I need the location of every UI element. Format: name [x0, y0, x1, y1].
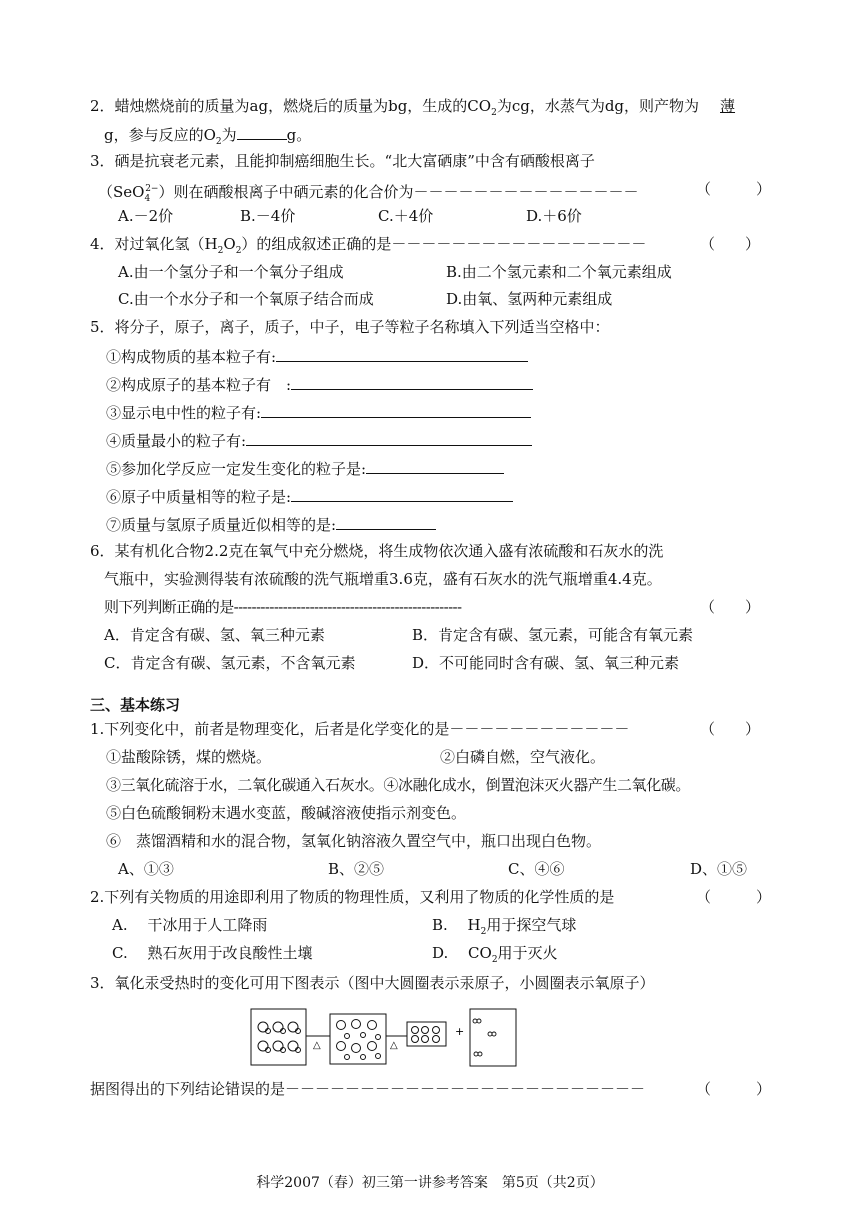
q5-blank-2 [291, 372, 533, 390]
q4-option-a: A.由一个氢分子和一个氧分子组成 [118, 263, 344, 281]
q6-option-c: C．肯定含有碳、氢元素，不含氧元素 [104, 654, 356, 672]
p3-line1: 3．氧化汞受热时的变化可用下图表示（图中大圆圈表示汞原子，小圆圈表示氧原子） [90, 974, 655, 992]
p2-option-a: A. 干冰用于人工降雨 [112, 916, 268, 934]
q6-option-d: D．不可能同时含有碳、氢、氧三种元素 [412, 654, 680, 672]
q5-blank-3 [261, 400, 531, 418]
oxygen-molecules [473, 1019, 496, 1056]
heat-symbol-2: △ [390, 1040, 398, 1051]
q5-item-2: ②构成原子的基本粒子有 : [106, 372, 533, 396]
p2-option-d: D. $CO_2$用于灭火 [432, 944, 558, 965]
q3-option-c: C.＋4价 [378, 207, 434, 225]
q4-option-d: D.由氧、氢两种元素组成 [446, 290, 613, 308]
q6-answer-paren: （ ） [700, 598, 761, 616]
q5-blank-6 [291, 484, 513, 502]
q4-option-c: C.由一个水分子和一个氧原子结合而成 [118, 290, 374, 308]
p2-option-b: B. $H_2$用于探空气球 [432, 916, 577, 937]
p3-answer-paren: （ ） [696, 1080, 772, 1098]
p2-line1: 2.下列有关物质的用途即利用了物质的物理性质，又利用了物质的化学性质的是 [90, 888, 615, 906]
page-footer: 科学2007（春）初三第一讲参考答案 第5页（共2页） [256, 1175, 604, 1191]
q5-blank-1 [276, 344, 528, 362]
p1-option-d: D、①⑤ [690, 860, 748, 878]
q4-line1: 4．对过氧化氢$(H_2O_2)$的组成叙述正确的是－－－－－－－－－－－－－－－－－ [90, 235, 647, 256]
q3-option-a: A.－2价 [118, 207, 174, 225]
q5-item-5: ⑤参加化学反应一定发生变化的粒子是: [106, 456, 504, 480]
heat-symbol-1: △ [313, 1040, 321, 1051]
q5-item-6: ⑥原子中质量相等的粒子是: [106, 484, 513, 508]
reactant-box [251, 1009, 306, 1065]
q4-answer-paren: （ ） [700, 235, 761, 253]
q5-intro: 5．将分子，原子，离子，质子，中子，电子等粒子名称填入下列适当空格中： [90, 318, 610, 336]
p1-item-1b: ②白磷自燃，空气液化。 [440, 748, 606, 766]
q2-blank1: 薄 [720, 97, 736, 115]
p1-answer-paren: （ ） [700, 720, 761, 738]
hgo-molecules [258, 1022, 301, 1053]
q5-blank-7 [336, 512, 436, 530]
q2-line1: 2．蜡烛燃烧前的质量为ag，燃烧后的质量为bg，生成的$CO_2$为cg，水蒸气为dg，则产物为 薄 [90, 97, 736, 118]
q2-blank2 [237, 122, 287, 140]
plus-sign: + [455, 1025, 465, 1038]
q6-option-b: B．肯定含有碳、氢元素，可能含有氧元素 [412, 626, 694, 644]
p1-option-a: A、①③ [118, 860, 174, 878]
oxygen-box [470, 1009, 516, 1066]
p2-option-c: C. 熟石灰用于改良酸性土壤 [112, 944, 313, 962]
q3-option-d: D.＋6价 [526, 207, 582, 225]
q3-line2: （SeO$_4^{2-}$）则在硒酸根离子中硒元素的化合价为－－－－－－－－－－－－－－－ [98, 183, 639, 204]
q3-option-b: B.－4价 [240, 207, 296, 225]
q6-line1: 6．某有机化合物2.2克在氧气中充分燃烧，将生成物依次通入盛有浓硫酸和石灰水的洗 [90, 542, 664, 560]
section-title: 三、基本练习 [90, 696, 181, 714]
q6-line3: 则下列判断正确的是--------------------------------------------------- [104, 598, 462, 616]
q5-item-4: ④质量最小的粒子有: [106, 428, 532, 452]
q2-line2: g，参与反应的$O_2$为 g。 [104, 122, 311, 153]
q5-item-7: ⑦质量与氢原子质量近似相等的是: [106, 512, 436, 536]
q5-blank-4 [246, 428, 532, 446]
mercury-atoms [412, 1027, 440, 1043]
mercury-oxide-reaction-diagram [250, 1008, 520, 1068]
p2-answer-paren: （ ） [696, 888, 772, 906]
q5-item-3: ③显示电中性的粒子有: [106, 400, 531, 424]
p1-option-c: C、④⑥ [508, 860, 565, 878]
p1-item-4: ⑥ 蒸馏酒精和水的混合物，氢氧化钠溶液久置空气中，瓶口出现白色物。 [106, 832, 602, 850]
q4-option-b: B.由二个氢元素和二个氧元素组成 [446, 263, 672, 281]
q5-blank-5 [366, 456, 504, 474]
q3-line1: 3．硒是抗衰老元素，且能抑制癌细胞生长。“北大富硒康”中含有硒酸根离子 [90, 152, 595, 170]
q3-answer-paren: （ ） [696, 180, 772, 198]
q6-option-a: A．肯定含有碳、氢、氧三种元素 [104, 626, 325, 644]
separated-atoms [337, 1020, 381, 1060]
p3-line2: 据图得出的下列结论错误的是－－－－－－－－－－－－－－－－－－－－－－－－ [90, 1080, 646, 1098]
p1-line1: 1.下列变化中，前者是物理变化，后者是化学变化的是－－－－－－－－－－－－ [90, 720, 630, 738]
q6-line2: 气瓶中，实验测得装有浓硫酸的洗气瓶增重3.6克，盛有石灰水的洗气瓶增重4.4克。 [104, 570, 662, 588]
q5-item-1: ①构成物质的基本粒子有: [106, 344, 528, 368]
p1-item-1a: ①盐酸除锈，煤的燃烧。 [106, 748, 272, 766]
p1-item-2: ③三氧化硫溶于水，二氧化碳通入石灰水。④冰融化成水，倒置泡沫灭火器产生二氧化碳。 [106, 776, 691, 794]
p1-item-3: ⑤白色硫酸铜粉末遇水变蓝，酸碱溶液使指示剂变色。 [106, 804, 467, 822]
p1-option-b: B、②⑤ [328, 860, 385, 878]
